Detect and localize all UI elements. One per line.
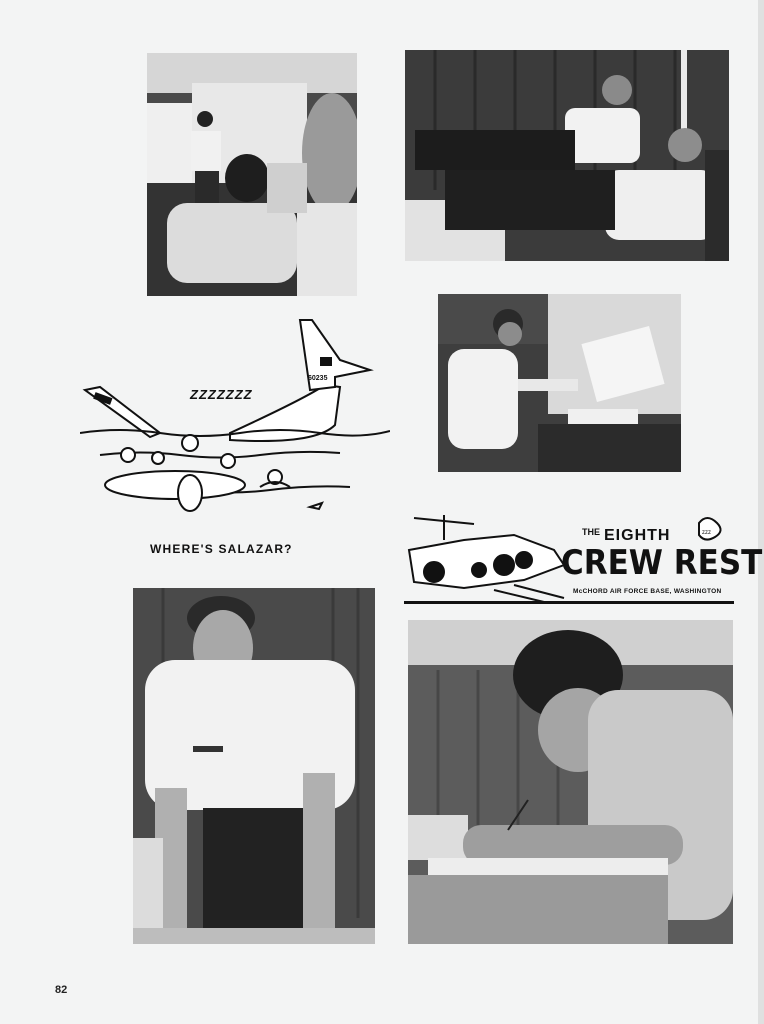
photo-officer-leaning xyxy=(133,588,375,944)
svg-text:zzz: zzz xyxy=(702,530,711,536)
logo-the: THE xyxy=(582,527,600,537)
photo-briefing-room xyxy=(147,53,357,296)
page-edge xyxy=(758,0,764,1024)
logo-underline xyxy=(404,601,734,604)
logo-eighth: EIGHTH xyxy=(604,527,671,544)
photo-officer-writing xyxy=(408,620,733,944)
logo-crew-rest: CREW REST xyxy=(561,543,763,583)
cartoon-ditched-plane xyxy=(80,315,390,515)
logo-location: McCHORD AIR FORCE BASE, WASHINGTON xyxy=(573,588,722,595)
cartoon-snore-text: ZZZZZZZ xyxy=(190,387,253,402)
photo-two-crew-relaxing xyxy=(405,50,729,261)
cartoon-tail-number: 60235 xyxy=(308,375,328,382)
cartoon-caption: WHERE'S SALAZAR? xyxy=(150,542,293,556)
page-number: 82 xyxy=(55,984,68,996)
photo-desk-paperwork xyxy=(438,294,681,472)
